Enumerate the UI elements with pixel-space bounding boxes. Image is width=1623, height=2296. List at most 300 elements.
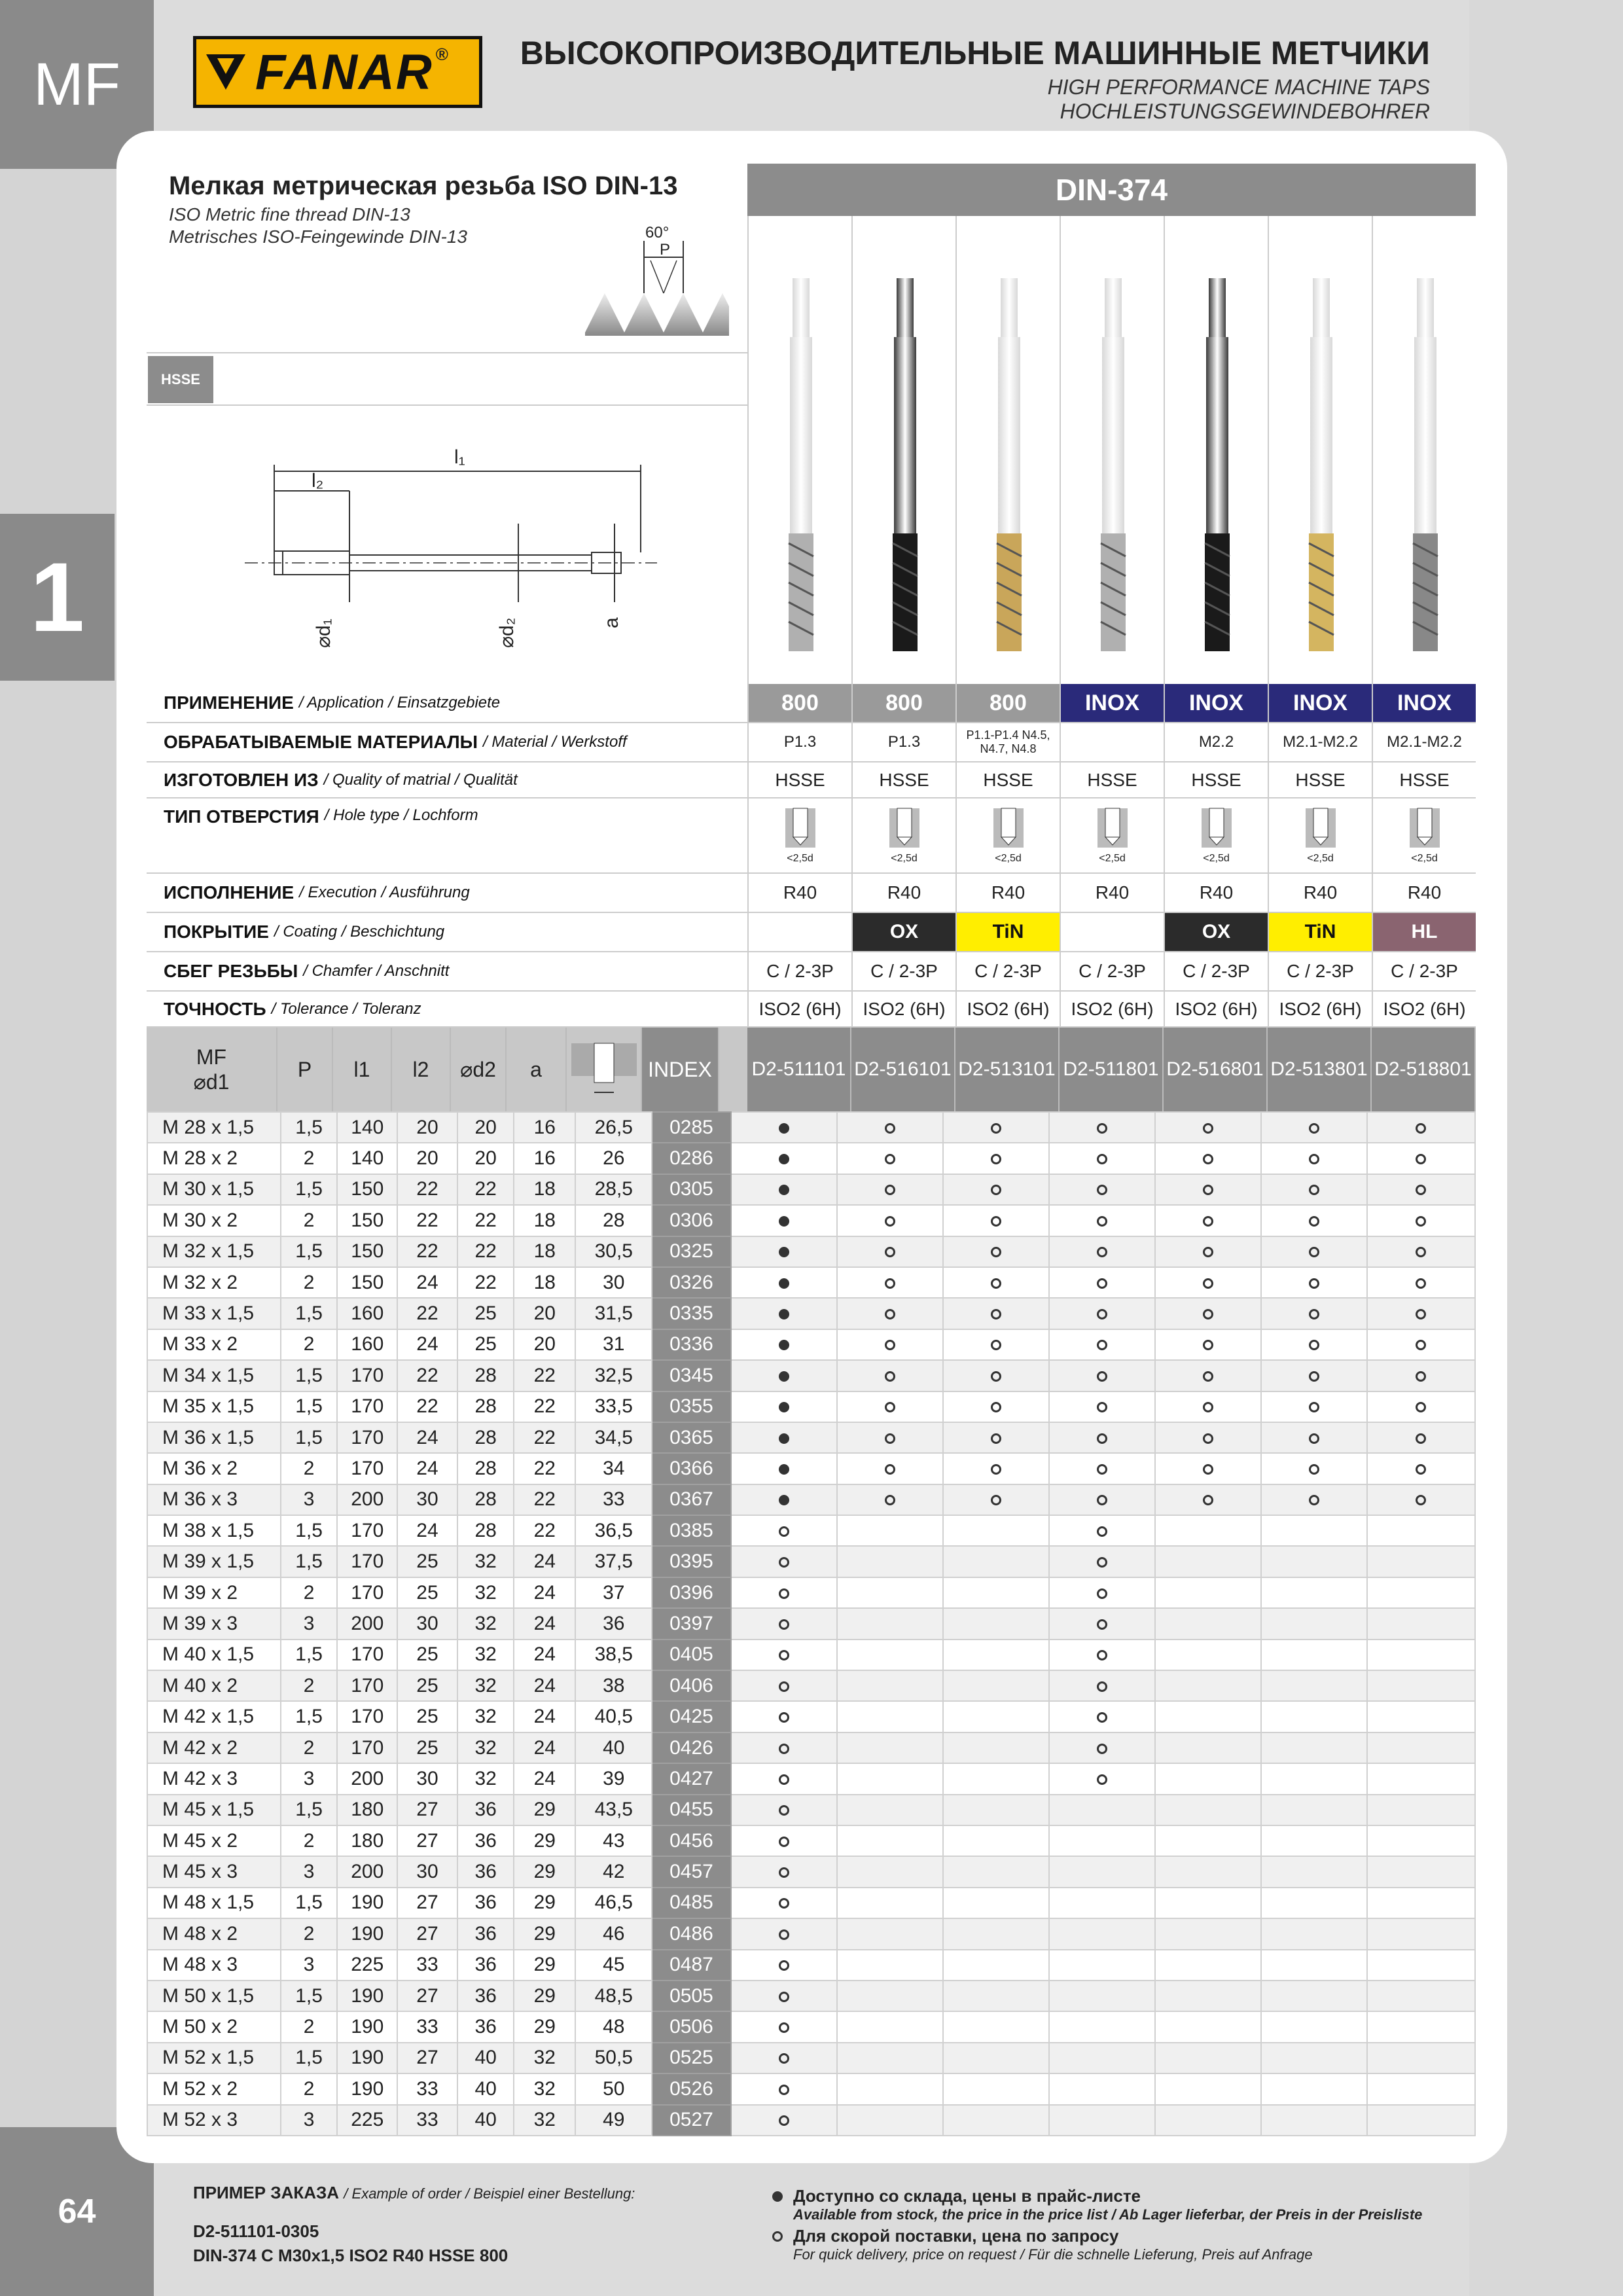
spec-quality-4: HSSE xyxy=(1060,762,1164,798)
availability-cell xyxy=(1049,2043,1155,2073)
availability-cell xyxy=(1049,1825,1155,1856)
spec-label-ru: ПОКРЫТИЕ xyxy=(164,922,269,942)
table-row xyxy=(147,2011,1475,2042)
fanar-logo xyxy=(193,36,482,108)
tap-dimension-diagram xyxy=(147,406,747,684)
on-request-ring-icon xyxy=(1309,1309,1319,1319)
table-cell: 22 xyxy=(397,1236,457,1267)
availability-cell xyxy=(837,1546,943,1577)
spec-chamfer-7: C / 2-3P xyxy=(1372,952,1476,992)
product-image-5 xyxy=(1164,216,1268,684)
availability-cell xyxy=(1367,1298,1475,1329)
on-request-ring-icon xyxy=(779,1867,789,1878)
availability-cell xyxy=(1049,1670,1155,1701)
availability-cell xyxy=(943,1888,1049,1918)
table-cell: 22 xyxy=(397,1205,457,1236)
table-cell: 3 xyxy=(281,1856,338,1887)
on-request-ring-icon xyxy=(1309,1278,1319,1289)
availability-cell xyxy=(837,1888,943,1918)
on-request-ring-icon xyxy=(1309,1433,1319,1444)
availability-cell xyxy=(1367,1795,1475,1825)
table-cell: 27 xyxy=(397,2043,457,2073)
table-row xyxy=(147,1825,1475,1856)
table-cell: 40 xyxy=(457,2073,514,2104)
index-cell: 0425 xyxy=(652,1701,730,1732)
availability-cell xyxy=(837,1981,943,2011)
index-cell: 0487 xyxy=(652,1950,730,1981)
on-request-ring-icon xyxy=(1416,1340,1426,1350)
in-stock-dot-icon xyxy=(779,1464,789,1475)
product-image-3 xyxy=(955,216,1060,684)
table-cell: M 28 x 1,5 xyxy=(147,1112,281,1143)
table-cell: 200 xyxy=(337,1856,397,1887)
spec-app-6: INOX xyxy=(1268,684,1372,723)
table-cell: 37 xyxy=(575,1577,652,1608)
index-cell: 0525 xyxy=(652,2043,730,2073)
page-title: ВЫСОКОПРОИЗВОДИТЕЛЬНЫЕ МАШИННЫЕ МЕТЧИКИ xyxy=(520,35,1430,71)
on-request-ring-icon xyxy=(1416,1154,1426,1164)
on-request-ring-icon xyxy=(1203,1402,1213,1412)
stock-label-it: Available from stock, the price in the price list / Ab Lager lieferbar, der Preis in der Preisliste xyxy=(793,2206,1423,2223)
svg-text:⌀d₁: ⌀d₁ xyxy=(313,619,334,648)
table-cell: 190 xyxy=(337,2043,397,2073)
table-cell: 32 xyxy=(457,1732,514,1763)
availability-cell xyxy=(731,1732,837,1763)
availability-cell xyxy=(1261,1112,1367,1143)
availability-cell xyxy=(731,1143,837,1174)
table-cell: 30 xyxy=(397,1484,457,1515)
table-cell: 2 xyxy=(281,1670,338,1701)
table-cell: 40,5 xyxy=(575,1701,652,1732)
page-title-en: HIGH PERFORMANCE MACHINE TAPS xyxy=(1047,75,1430,99)
on-request-ring-icon xyxy=(991,1123,1001,1134)
on-request-ring-icon xyxy=(779,2115,789,2126)
on-request-ring-icon xyxy=(885,1123,895,1134)
availability-cell xyxy=(1261,1298,1367,1329)
table-cell: 2 xyxy=(281,1205,338,1236)
spec-label-ru: ОБРАБАТЫВАЕМЫЕ МАТЕРИАЛЫ xyxy=(164,732,478,752)
on-request-ring-icon xyxy=(779,2053,789,2064)
spec-quality-3: HSSE xyxy=(955,762,1060,798)
table-cell: 24 xyxy=(514,1701,575,1732)
availability-cell xyxy=(1261,2043,1367,2073)
on-request-ring-icon xyxy=(779,1960,789,1971)
table-cell: 2 xyxy=(281,2073,338,2104)
table-cell: M 52 x 2 xyxy=(147,2073,281,2104)
availability-cell xyxy=(837,1453,943,1484)
spec-label-it: / Chamfer / Anschnitt xyxy=(303,962,450,980)
spec-coat-5: OX xyxy=(1164,913,1268,952)
col-code-5: D2-516801 xyxy=(1164,1028,1268,1111)
table-cell: 39 xyxy=(575,1763,652,1794)
on-request-ring-icon xyxy=(1203,1371,1213,1382)
on-request-ring-icon xyxy=(1309,1185,1319,1195)
spec-quality-1: HSSE xyxy=(747,762,851,798)
availability-cell xyxy=(1261,1236,1367,1267)
on-request-ring-icon xyxy=(1097,1123,1107,1134)
table-cell: 18 xyxy=(514,1174,575,1205)
availability-cell xyxy=(1049,1856,1155,1887)
availability-cell xyxy=(731,1856,837,1887)
tap-image-icon xyxy=(1269,216,1373,684)
col-l2: l2 xyxy=(392,1028,451,1111)
on-request-ring-icon xyxy=(991,1278,1001,1289)
spec-quality-2: HSSE xyxy=(851,762,955,798)
chapter-tab: 1 xyxy=(0,514,115,681)
availability-cell xyxy=(837,1825,943,1856)
availability-cell xyxy=(1261,1577,1367,1608)
blind-hole-icon xyxy=(784,807,817,853)
on-request-ring-icon xyxy=(1203,1464,1213,1475)
on-request-ring-icon xyxy=(1309,1495,1319,1505)
on-request-ring-icon xyxy=(1309,1371,1319,1382)
in-stock-dot-icon xyxy=(779,1123,789,1134)
table-cell: 140 xyxy=(337,1143,397,1174)
table-row xyxy=(147,2043,1475,2073)
table-row xyxy=(147,1701,1475,1732)
product-image-4 xyxy=(1060,216,1164,684)
tap-image-icon xyxy=(1373,216,1477,684)
availability-cell xyxy=(731,1918,837,1949)
availability-cell xyxy=(731,1795,837,1825)
table-cell: 160 xyxy=(337,1298,397,1329)
index-cell: 0406 xyxy=(652,1670,730,1701)
on-request-ring-icon xyxy=(991,1371,1001,1382)
availability-cell xyxy=(1367,1267,1475,1298)
spec-quality-7: HSSE xyxy=(1372,762,1476,798)
availability-cell xyxy=(1367,1484,1475,1515)
availability-cell xyxy=(1049,1112,1155,1143)
table-cell: 1,5 xyxy=(281,1546,338,1577)
table-cell: 24 xyxy=(514,1577,575,1608)
tap-image-icon xyxy=(853,216,957,684)
availability-cell xyxy=(1367,2105,1475,2136)
table-cell: 1,5 xyxy=(281,1515,338,1546)
table-cell: 200 xyxy=(337,1608,397,1639)
availability-cell xyxy=(731,1236,837,1267)
spec-label-8 xyxy=(147,992,747,1028)
on-request-ring-icon xyxy=(779,2022,789,2033)
spec-mat-3: P1.1-P1.4 N4.5, N4.7, N4.8 xyxy=(955,723,1060,762)
table-cell: 22 xyxy=(397,1298,457,1329)
table-cell: 2 xyxy=(281,1329,338,1360)
table-cell: 26,5 xyxy=(575,1112,652,1143)
availability-cell xyxy=(731,1515,837,1546)
on-request-ring-icon xyxy=(1416,1495,1426,1505)
availability-cell xyxy=(943,1112,1049,1143)
table-cell: M 32 x 2 xyxy=(147,1267,281,1298)
table-cell: 20 xyxy=(457,1112,514,1143)
table-cell: M 40 x 2 xyxy=(147,1670,281,1701)
table-cell: M 33 x 2 xyxy=(147,1329,281,1360)
availability-cell xyxy=(943,1143,1049,1174)
standard-header: DIN-374 xyxy=(747,164,1476,216)
table-cell: M 52 x 1,5 xyxy=(147,2043,281,2073)
availability-cell xyxy=(943,1236,1049,1267)
index-cell: 0367 xyxy=(652,1484,730,1515)
availability-cell xyxy=(1155,2011,1261,2042)
index-cell: 0365 xyxy=(652,1422,730,1453)
svg-text:l₂: l₂ xyxy=(312,470,324,492)
spec-coat-2: OX xyxy=(851,913,955,952)
table-cell: M 48 x 2 xyxy=(147,1918,281,1949)
availability-cell xyxy=(1049,1484,1155,1515)
on-request-ring-icon xyxy=(991,1247,1001,1257)
availability-cell xyxy=(1049,1888,1155,1918)
table-cell: 1,5 xyxy=(281,1298,338,1329)
on-request-ring-icon xyxy=(1097,1340,1107,1350)
in-stock-dot-icon xyxy=(779,1402,789,1412)
table-cell: M 38 x 1,5 xyxy=(147,1515,281,1546)
availability-cell xyxy=(837,1484,943,1515)
example-label-it: / Example of order / Beispiel einer Bestellung: xyxy=(344,2185,635,2202)
table-cell: 40 xyxy=(457,2105,514,2136)
table-row xyxy=(147,1608,1475,1639)
table-cell: M 36 x 2 xyxy=(147,1453,281,1484)
availability-cell xyxy=(1261,1640,1367,1670)
pitch-label: P xyxy=(660,241,671,259)
availability-cell xyxy=(731,1825,837,1856)
availability-cell xyxy=(943,1422,1049,1453)
availability-cell xyxy=(1367,1360,1475,1391)
section-tab: MF xyxy=(0,0,154,169)
col-code-1: D2-511101 xyxy=(747,1028,851,1111)
index-cell: 0486 xyxy=(652,1918,730,1949)
table-cell: 33 xyxy=(397,2011,457,2042)
spec-label-ru: ИСПОЛНЕНИЕ xyxy=(164,882,294,903)
table-row xyxy=(147,1888,1475,1918)
on-request-ring-icon xyxy=(1097,1588,1107,1599)
index-cell: 0345 xyxy=(652,1360,730,1391)
stock-label: Доступно со склада, цены в прайс-листе xyxy=(793,2186,1141,2206)
availability-cell xyxy=(943,2073,1049,2104)
spec-label-it: / Tolerance / Toleranz xyxy=(271,999,421,1018)
availability-cell xyxy=(1049,1267,1155,1298)
tap-drawing xyxy=(147,406,747,684)
spec-coat-3: TiN xyxy=(955,913,1060,952)
table-cell: 24 xyxy=(397,1329,457,1360)
on-request-ring-icon xyxy=(1097,1247,1107,1257)
spec-mat-6: M2.1-M2.2 xyxy=(1268,723,1372,762)
spec-label-it: / Hole type / Lochform xyxy=(324,806,478,824)
spec-mat-2: P1.3 xyxy=(851,723,955,762)
table-cell: M 35 x 1,5 xyxy=(147,1391,281,1422)
on-request-ring-icon xyxy=(1203,1340,1213,1350)
availability-cell xyxy=(1367,2011,1475,2042)
table-row xyxy=(147,1763,1475,1794)
on-request-ring-icon xyxy=(779,1898,789,1909)
on-request-ring-icon xyxy=(1416,1371,1426,1382)
table-cell: 22 xyxy=(457,1236,514,1267)
table-cell: 29 xyxy=(514,1888,575,1918)
table-cell: 25 xyxy=(397,1640,457,1670)
table-cell: M 48 x 3 xyxy=(147,1950,281,1981)
availability-cell xyxy=(1261,1453,1367,1484)
on-request-ring-icon xyxy=(1309,1123,1319,1134)
table-cell: M 34 x 1,5 xyxy=(147,1360,281,1391)
spec-mat-1: P1.3 xyxy=(747,723,851,762)
table-cell: 36 xyxy=(457,1918,514,1949)
table-row xyxy=(147,1112,1475,1143)
availability-cell xyxy=(1261,1856,1367,1887)
availability-cell xyxy=(837,1174,943,1205)
availability-cell xyxy=(731,2105,837,2136)
availability-cell xyxy=(1367,1391,1475,1422)
table-cell: 22 xyxy=(397,1391,457,1422)
col-thread-icon xyxy=(567,1028,642,1111)
table-cell: 1,5 xyxy=(281,1236,338,1267)
blind-hole-icon xyxy=(992,807,1025,853)
table-cell: 33 xyxy=(397,1950,457,1981)
availability-cell xyxy=(943,1732,1049,1763)
index-cell: 0526 xyxy=(652,2073,730,2104)
availability-cell xyxy=(1261,1267,1367,1298)
spec-hole-3 xyxy=(955,798,1060,874)
on-request-ring-icon xyxy=(1203,1278,1213,1289)
table-row xyxy=(147,1174,1475,1205)
table-cell: 30 xyxy=(575,1267,652,1298)
table-cell: 170 xyxy=(337,1732,397,1763)
availability-cell xyxy=(1049,1329,1155,1360)
availability-cell xyxy=(1155,1577,1261,1608)
spec-label-1 xyxy=(147,684,747,723)
table-cell: 170 xyxy=(337,1515,397,1546)
table-cell: 22 xyxy=(457,1174,514,1205)
availability-cell xyxy=(1049,1546,1155,1577)
on-request-ring-icon xyxy=(1203,1154,1213,1164)
order-example xyxy=(193,2183,635,2266)
blind-hole-icon xyxy=(1096,807,1129,853)
table-cell: 36 xyxy=(457,1888,514,1918)
availability-cell xyxy=(943,2011,1049,2042)
table-cell: 30,5 xyxy=(575,1236,652,1267)
availability-cell xyxy=(1261,1484,1367,1515)
table-cell: 32 xyxy=(457,1546,514,1577)
table-cell: 1,5 xyxy=(281,1422,338,1453)
table-cell: 170 xyxy=(337,1640,397,1670)
on-request-ring-icon xyxy=(1309,1154,1319,1164)
table-row xyxy=(147,1453,1475,1484)
table-cell: 22 xyxy=(397,1174,457,1205)
availability-cell xyxy=(1155,1732,1261,1763)
index-cell: 0306 xyxy=(652,1205,730,1236)
table-cell: 29 xyxy=(514,1856,575,1887)
index-cell: 0285 xyxy=(652,1112,730,1143)
table-cell: 36 xyxy=(457,1795,514,1825)
availability-cell xyxy=(1367,1515,1475,1546)
availability-cell xyxy=(1049,1422,1155,1453)
index-cell: 0366 xyxy=(652,1453,730,1484)
table-cell: 1,5 xyxy=(281,2043,338,2073)
table-row xyxy=(147,1236,1475,1267)
table-cell: 140 xyxy=(337,1112,397,1143)
in-stock-dot-icon xyxy=(779,1154,789,1164)
on-request-ring-icon xyxy=(1309,1247,1319,1257)
table-cell: 38 xyxy=(575,1670,652,1701)
table-cell: 36 xyxy=(575,1608,652,1639)
table-cell: 40 xyxy=(575,1732,652,1763)
on-request-ring-icon xyxy=(885,1495,895,1505)
spec-tol-3: ISO2 (6H) xyxy=(955,992,1060,1028)
on-request-ring-icon xyxy=(885,1216,895,1227)
col-code-7: D2-518801 xyxy=(1372,1028,1476,1111)
availability-cell xyxy=(1261,1825,1367,1856)
table-cell: 24 xyxy=(514,1546,575,1577)
table-cell: 2 xyxy=(281,1825,338,1856)
availability-cell xyxy=(1155,1981,1261,2011)
table-row xyxy=(147,1795,1475,1825)
on-request-ring-icon xyxy=(1203,1433,1213,1444)
availability-cell xyxy=(943,1298,1049,1329)
availability-cell xyxy=(731,1670,837,1701)
availability-cell xyxy=(1049,1515,1155,1546)
col-code-2: D2-516101 xyxy=(851,1028,955,1111)
on-request-ring-icon xyxy=(1097,1681,1107,1692)
availability-cell xyxy=(1155,1856,1261,1887)
availability-cell xyxy=(837,1795,943,1825)
table-cell: 170 xyxy=(337,1453,397,1484)
tap-image-icon xyxy=(1061,216,1165,684)
hole-depth-label: <2,5d xyxy=(1307,852,1334,864)
spec-app-3: 800 xyxy=(955,684,1060,723)
on-request-ring-icon xyxy=(1097,1371,1107,1382)
table-cell: 24 xyxy=(397,1453,457,1484)
table-cell: 28 xyxy=(457,1515,514,1546)
availability-cell xyxy=(1155,1640,1261,1670)
on-request-ring-icon xyxy=(885,1433,895,1444)
table-cell: 24 xyxy=(514,1670,575,1701)
on-request-ring-icon xyxy=(885,1402,895,1412)
availability-cell xyxy=(837,1236,943,1267)
table-cell: M 42 x 1,5 xyxy=(147,1701,281,1732)
table-row xyxy=(147,1856,1475,1887)
availability-cell xyxy=(943,1546,1049,1577)
col-d1-label: ⌀d1 xyxy=(193,1069,230,1094)
col-a: a xyxy=(507,1028,567,1111)
availability-cell xyxy=(731,2073,837,2104)
hsse-badge: HSSE xyxy=(148,356,213,403)
spec-tol-6: ISO2 (6H) xyxy=(1268,992,1372,1028)
index-cell: 0335 xyxy=(652,1298,730,1329)
spec-label-2 xyxy=(147,723,747,762)
table-cell: 2 xyxy=(281,1453,338,1484)
table-cell: 24 xyxy=(397,1267,457,1298)
table-cell: 200 xyxy=(337,1763,397,1794)
availability-cell xyxy=(1261,1391,1367,1422)
table-cell: 24 xyxy=(397,1515,457,1546)
availability-cell xyxy=(731,1608,837,1639)
table-row xyxy=(147,1577,1475,1608)
index-cell: 0305 xyxy=(652,1174,730,1205)
table-cell: 1,5 xyxy=(281,1391,338,1422)
in-stock-dot-icon xyxy=(779,1340,789,1350)
table-cell: 24 xyxy=(514,1640,575,1670)
table-cell: 1,5 xyxy=(281,1981,338,2011)
availability-cell xyxy=(943,1701,1049,1732)
hole-depth-label: <2,5d xyxy=(787,852,813,864)
table-cell: 49 xyxy=(575,2105,652,2136)
table-cell: 170 xyxy=(337,1422,397,1453)
on-request-ring-icon xyxy=(991,1154,1001,1164)
product-image-1 xyxy=(747,216,851,684)
table-cell: M 36 x 1,5 xyxy=(147,1422,281,1453)
in-stock-dot-icon xyxy=(779,1247,789,1257)
table-cell: 170 xyxy=(337,1391,397,1422)
table-cell: 27 xyxy=(397,1918,457,1949)
tap-image-icon xyxy=(749,216,853,684)
table-cell: 170 xyxy=(337,1360,397,1391)
availability-cell xyxy=(1367,1981,1475,2011)
